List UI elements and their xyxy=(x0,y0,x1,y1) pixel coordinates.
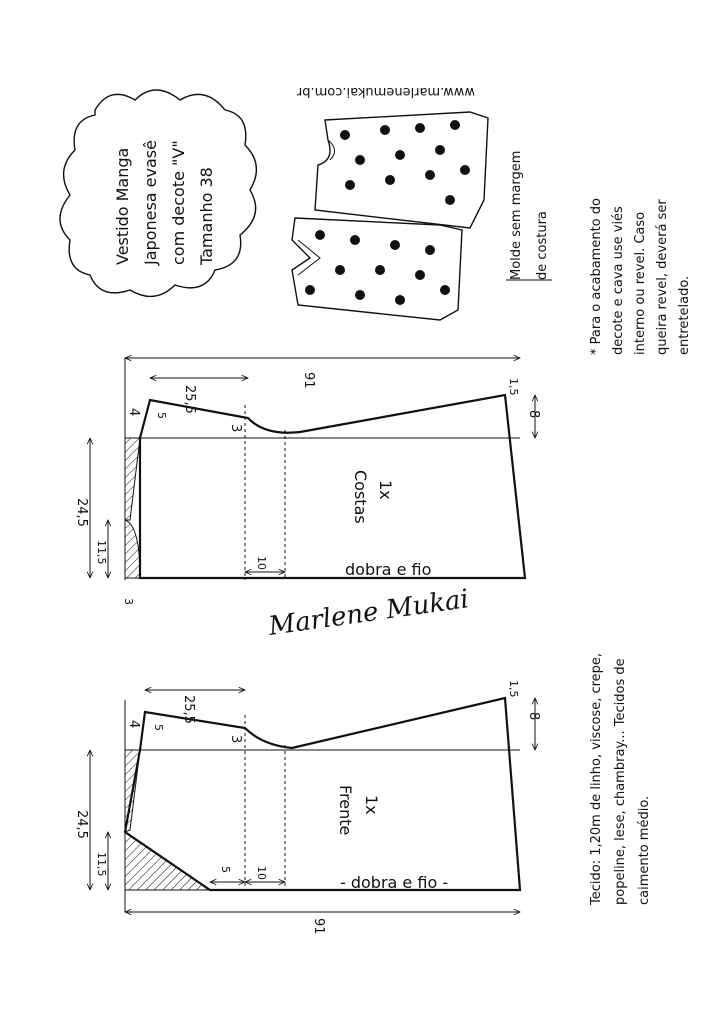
front-length-label: 91 xyxy=(311,918,326,935)
back-sleeve-label: 25,5 xyxy=(182,385,197,414)
front-fold-label: - dobra e fio - xyxy=(340,873,449,892)
front-chest-label: 24,5 xyxy=(74,810,89,839)
lining-note-line-5: entretelado. xyxy=(677,275,692,355)
back-length-label: 91 xyxy=(301,372,316,389)
lining-note-line-1: * Para o acabamento do xyxy=(589,198,604,355)
title-line-1: Vestido Manga xyxy=(113,147,132,265)
front-sleeve-label: 25,5 xyxy=(181,695,196,724)
seam-note-line-2: de costura xyxy=(535,211,550,280)
back-waist-label: 10 xyxy=(255,556,268,570)
front-shoulder-label: 4 xyxy=(126,720,141,729)
fabric-note-line-2: popeline, lese, chambray... Tecidos de xyxy=(613,658,628,905)
fabric-note-line-1: Tecido: 1,20m de linho, viscose, crepe, xyxy=(589,652,604,905)
title-cloud xyxy=(60,90,256,296)
lining-note-line-3: interno ou revel. Caso xyxy=(633,211,648,355)
front-neckdepth-label: 11,5 xyxy=(95,852,108,877)
signature: Marlene Mukai xyxy=(266,584,471,642)
front-outline xyxy=(125,698,520,890)
lining-note-line-4: queira revel, deverá ser xyxy=(655,199,670,355)
back-hem-label: 1,5 xyxy=(507,378,520,396)
back-neckw-label: 5 xyxy=(155,412,168,419)
title-line-3: com decote "V" xyxy=(169,140,188,265)
back-neckdepth-label: 11,5 xyxy=(95,540,108,565)
back-side-label: 8 xyxy=(526,410,541,419)
seam-note-line-1: Molde sem margem xyxy=(509,150,524,280)
back-outline xyxy=(140,395,525,578)
lining-note-line-2: decote e cava use viés xyxy=(611,206,626,355)
back-shoulder-label: 4 xyxy=(126,408,141,417)
back-bottom-label: 3 xyxy=(122,598,135,605)
lining-note xyxy=(589,198,692,355)
back-piece-name: Costas xyxy=(351,470,370,524)
back-pattern-piece xyxy=(74,358,541,605)
front-arm-label: 3 xyxy=(228,735,243,744)
back-arm-label: 3 xyxy=(228,424,243,433)
front-piece-count: 1x xyxy=(362,795,381,815)
fabric-note xyxy=(589,653,652,906)
title-line-4: Tamanho 38 xyxy=(197,167,216,265)
front-neckw-label: 5 xyxy=(152,724,165,731)
seam-note xyxy=(506,151,552,280)
fabric-note-line-3: caimento médio. xyxy=(637,795,652,905)
front-hem-label: 1,5 xyxy=(507,680,520,698)
title-line-2: Japonesa evasê xyxy=(141,140,160,265)
dress-sketch xyxy=(292,112,488,320)
back-piece-count: 1x xyxy=(376,480,395,500)
front-pattern-piece xyxy=(74,680,541,935)
back-fold-label: dobra e fio xyxy=(345,560,432,579)
front-piece-name: Frente xyxy=(336,785,355,836)
front-vw-label: 5 xyxy=(219,866,232,873)
website-url: www.marlenemukai.com.br xyxy=(296,84,475,99)
front-side-label: 8 xyxy=(526,712,541,721)
front-waist-label: 10 xyxy=(255,866,268,880)
back-chest-label: 24,5 xyxy=(74,498,89,527)
